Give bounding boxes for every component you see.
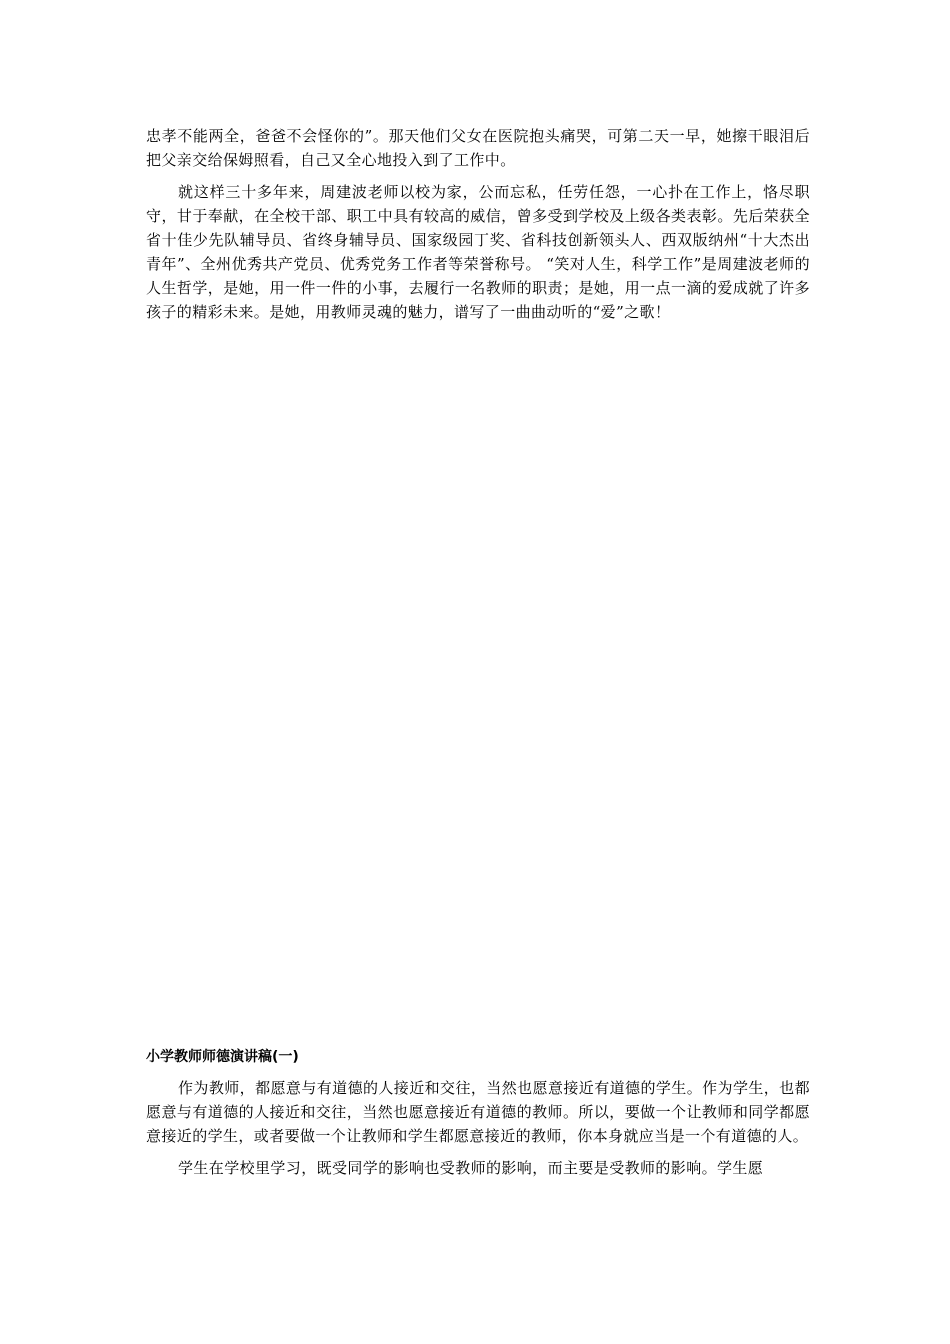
speech-section <box>146 1046 810 1180</box>
paragraph-student-influence: 学生在学校里学习，既受同学的影响也受教师的影响，而主要是受教师的影响。学生愿 <box>178 1159 764 1177</box>
continued-article-section <box>146 124 810 324</box>
paragraph-moral-teacher: 作为教师，都愿意与有道德的人接近和交往，当然也愿意接近有道德的学生。作为学生，也都愿意与有道德的人接近和交往，当然也愿意接近有道德的教师。所以，要做一个让教师和同学都愿意接近的学生，或者要做一个让教师和学生都愿意接近的教师，你本身就应当是一个有道德的人。 <box>146 1079 810 1145</box>
section-heading: 小学教师师德演讲稿(一) <box>146 1049 299 1065</box>
paragraph-teacher-honors: 就这样三十多年来，周建波老师以校为家，公而忘私，任劳任怨，一心扑在工作上，恪尽职守，甘于奉献，在全校干部、职工中具有较高的威信，曾多受到学校及上级各类表彰。先后荣获全省十佳少先队辅导员、省终身辅导员、国家级园丁奖、省科技创新领头人、西双版纳州“十大杰出青年”、全州优秀共产党员、优秀党务工作者等荣誉称号。 “笑对人生，科学工作”是周建波老师的人生哲学，是她，用一件一件的小事，去履行一名教师的职责；是她，用一点一滴的爱成就了许多孩子的精彩未来。是她，用教师灵魂的魅力，谱写了一曲曲动听的“爱”之歌！ <box>146 183 810 321</box>
paragraph-continuation: 忠孝不能两全，爸爸不会怪你的”。那天他们父女在医院抱头痛哭，可第二天一早，她擦干眼泪后把父亲交给保姆照看，自己又全心地投入到了工作中。 <box>146 127 810 169</box>
